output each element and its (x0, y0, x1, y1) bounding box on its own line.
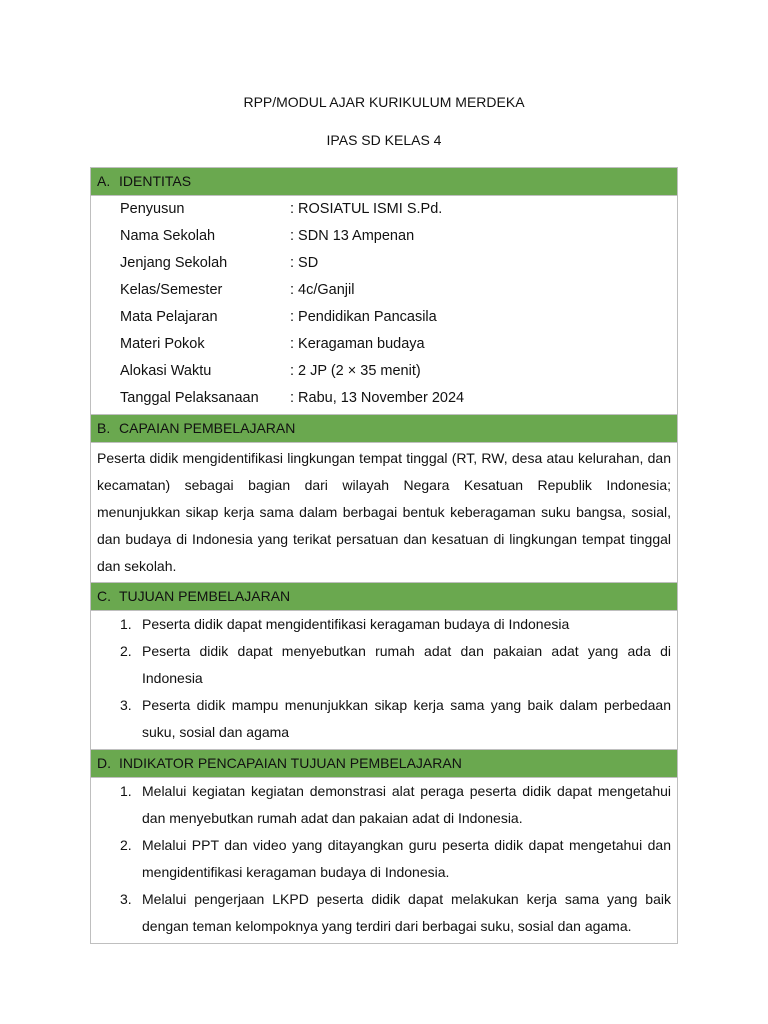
tujuan-list (91, 611, 677, 749)
section-letter: D. (97, 755, 111, 771)
identity-row-mata-pelajaran (91, 304, 677, 331)
section-indikator-pencapaian (91, 750, 677, 943)
list-item (91, 832, 671, 886)
identity-label: Jenjang Sekolah (120, 255, 228, 271)
identity-label: Nama Sekolah (120, 228, 216, 244)
identity-label: Alokasi Waktu (120, 363, 212, 379)
identity-row-tanggal-pelaksanaan (91, 385, 677, 412)
identity-row-jenjang-sekolah (91, 250, 677, 277)
indikator-list (91, 778, 677, 943)
identity-value: : 2 JP (2 × 35 menit) (290, 363, 421, 379)
section-capaian-pembelajaran (91, 415, 677, 583)
list-number: 1. (120, 616, 132, 632)
identity-value: : SDN 13 Ampenan (290, 228, 415, 244)
list-text: Melalui PPT dan video yang ditayangkan guru peserta didik dapat mengetahui dan mengidentifikasi keragaman budaya di Indonesia. (142, 837, 671, 880)
identity-list (91, 196, 677, 414)
identity-value: : Keragaman budaya (290, 336, 425, 352)
identity-row-penyusun (91, 196, 677, 223)
identity-value: : 4c/Ganjil (290, 282, 355, 298)
section-header (91, 415, 677, 443)
list-number: 3. (120, 697, 132, 713)
identity-label: Tanggal Pelaksanaan (120, 390, 259, 406)
document-title: RPP/MODUL AJAR KURIKULUM MERDEKA (243, 94, 525, 110)
identity-label: Kelas/Semester (120, 282, 223, 298)
section-tujuan-pembelajaran (91, 583, 677, 750)
identity-label: Materi Pokok (120, 336, 205, 352)
identity-value: : SD (290, 255, 319, 271)
section-header (91, 583, 677, 611)
list-number: 2. (120, 837, 132, 853)
section-identitas (91, 168, 677, 415)
document-subtitle: IPAS SD KELAS 4 (326, 132, 442, 148)
lesson-plan-table (90, 167, 678, 944)
identity-row-materi-pokok (91, 331, 677, 358)
identity-row-alokasi-waktu (91, 358, 677, 385)
section-title: IDENTITAS (119, 173, 192, 189)
list-item (91, 611, 671, 638)
list-item (91, 638, 671, 692)
list-text: Peserta didik dapat menyebutkan rumah adat dan pakaian adat yang ada di Indonesia (142, 643, 671, 686)
section-letter: B. (97, 420, 111, 436)
identity-label: Mata Pelajaran (120, 309, 218, 325)
list-number: 3. (120, 891, 132, 907)
identity-value: : Pendidikan Pancasila (290, 309, 437, 325)
section-header (91, 750, 677, 778)
identity-row-kelas-semester (91, 277, 677, 304)
list-text: Peserta didik mampu menunjukkan sikap kerja sama yang baik dalam perbedaan suku, sosial dan agama (142, 697, 671, 740)
identity-value: : ROSIATUL ISMI S.Pd. (290, 201, 443, 217)
section-title: CAPAIAN PEMBELAJARAN (119, 420, 296, 436)
list-text: Melalui pengerjaan LKPD peserta didik dapat melakukan kerja sama yang baik dengan teman kelompoknya yang terdiri dari berbagai suku, sosial dan agama. (142, 891, 671, 934)
section-letter: A. (97, 173, 111, 189)
list-item (91, 778, 671, 832)
identity-label: Penyusun (120, 201, 185, 217)
identity-row-nama-sekolah (91, 223, 677, 250)
identity-value: : Rabu, 13 November 2024 (290, 390, 465, 406)
list-item (91, 692, 671, 746)
section-letter: C. (97, 588, 111, 604)
section-header (91, 168, 677, 196)
list-number: 1. (120, 783, 132, 799)
list-text: Melalui kegiatan kegiatan demonstrasi alat peraga peserta didik dapat mengetahui dan menyebutkan rumah adat dan pakaian adat di Indonesia. (142, 783, 671, 826)
list-item (91, 886, 671, 940)
capaian-paragraph: Peserta didik mengidentifikasi lingkungan tempat tinggal (RT, RW, desa atau kelurahan, dan kecamatan) sebagai bagian dari wilayah Negara Kesatuan Republik Indonesia; menunjukkan sikap kerja sama dalam berbagai bentuk keberagaman suku bangsa, sosial, dan budaya di Indonesia yang terikat persatuan dan kesatuan di lingkungan tempat tinggal dan sekolah. (97, 450, 671, 574)
section-title: TUJUAN PEMBELAJARAN (119, 588, 291, 604)
list-number: 2. (120, 643, 132, 659)
list-text: Peserta didik dapat mengidentifikasi keragaman budaya di Indonesia (142, 616, 570, 632)
section-title: INDIKATOR PENCAPAIAN TUJUAN PEMBELAJARAN (119, 755, 462, 771)
